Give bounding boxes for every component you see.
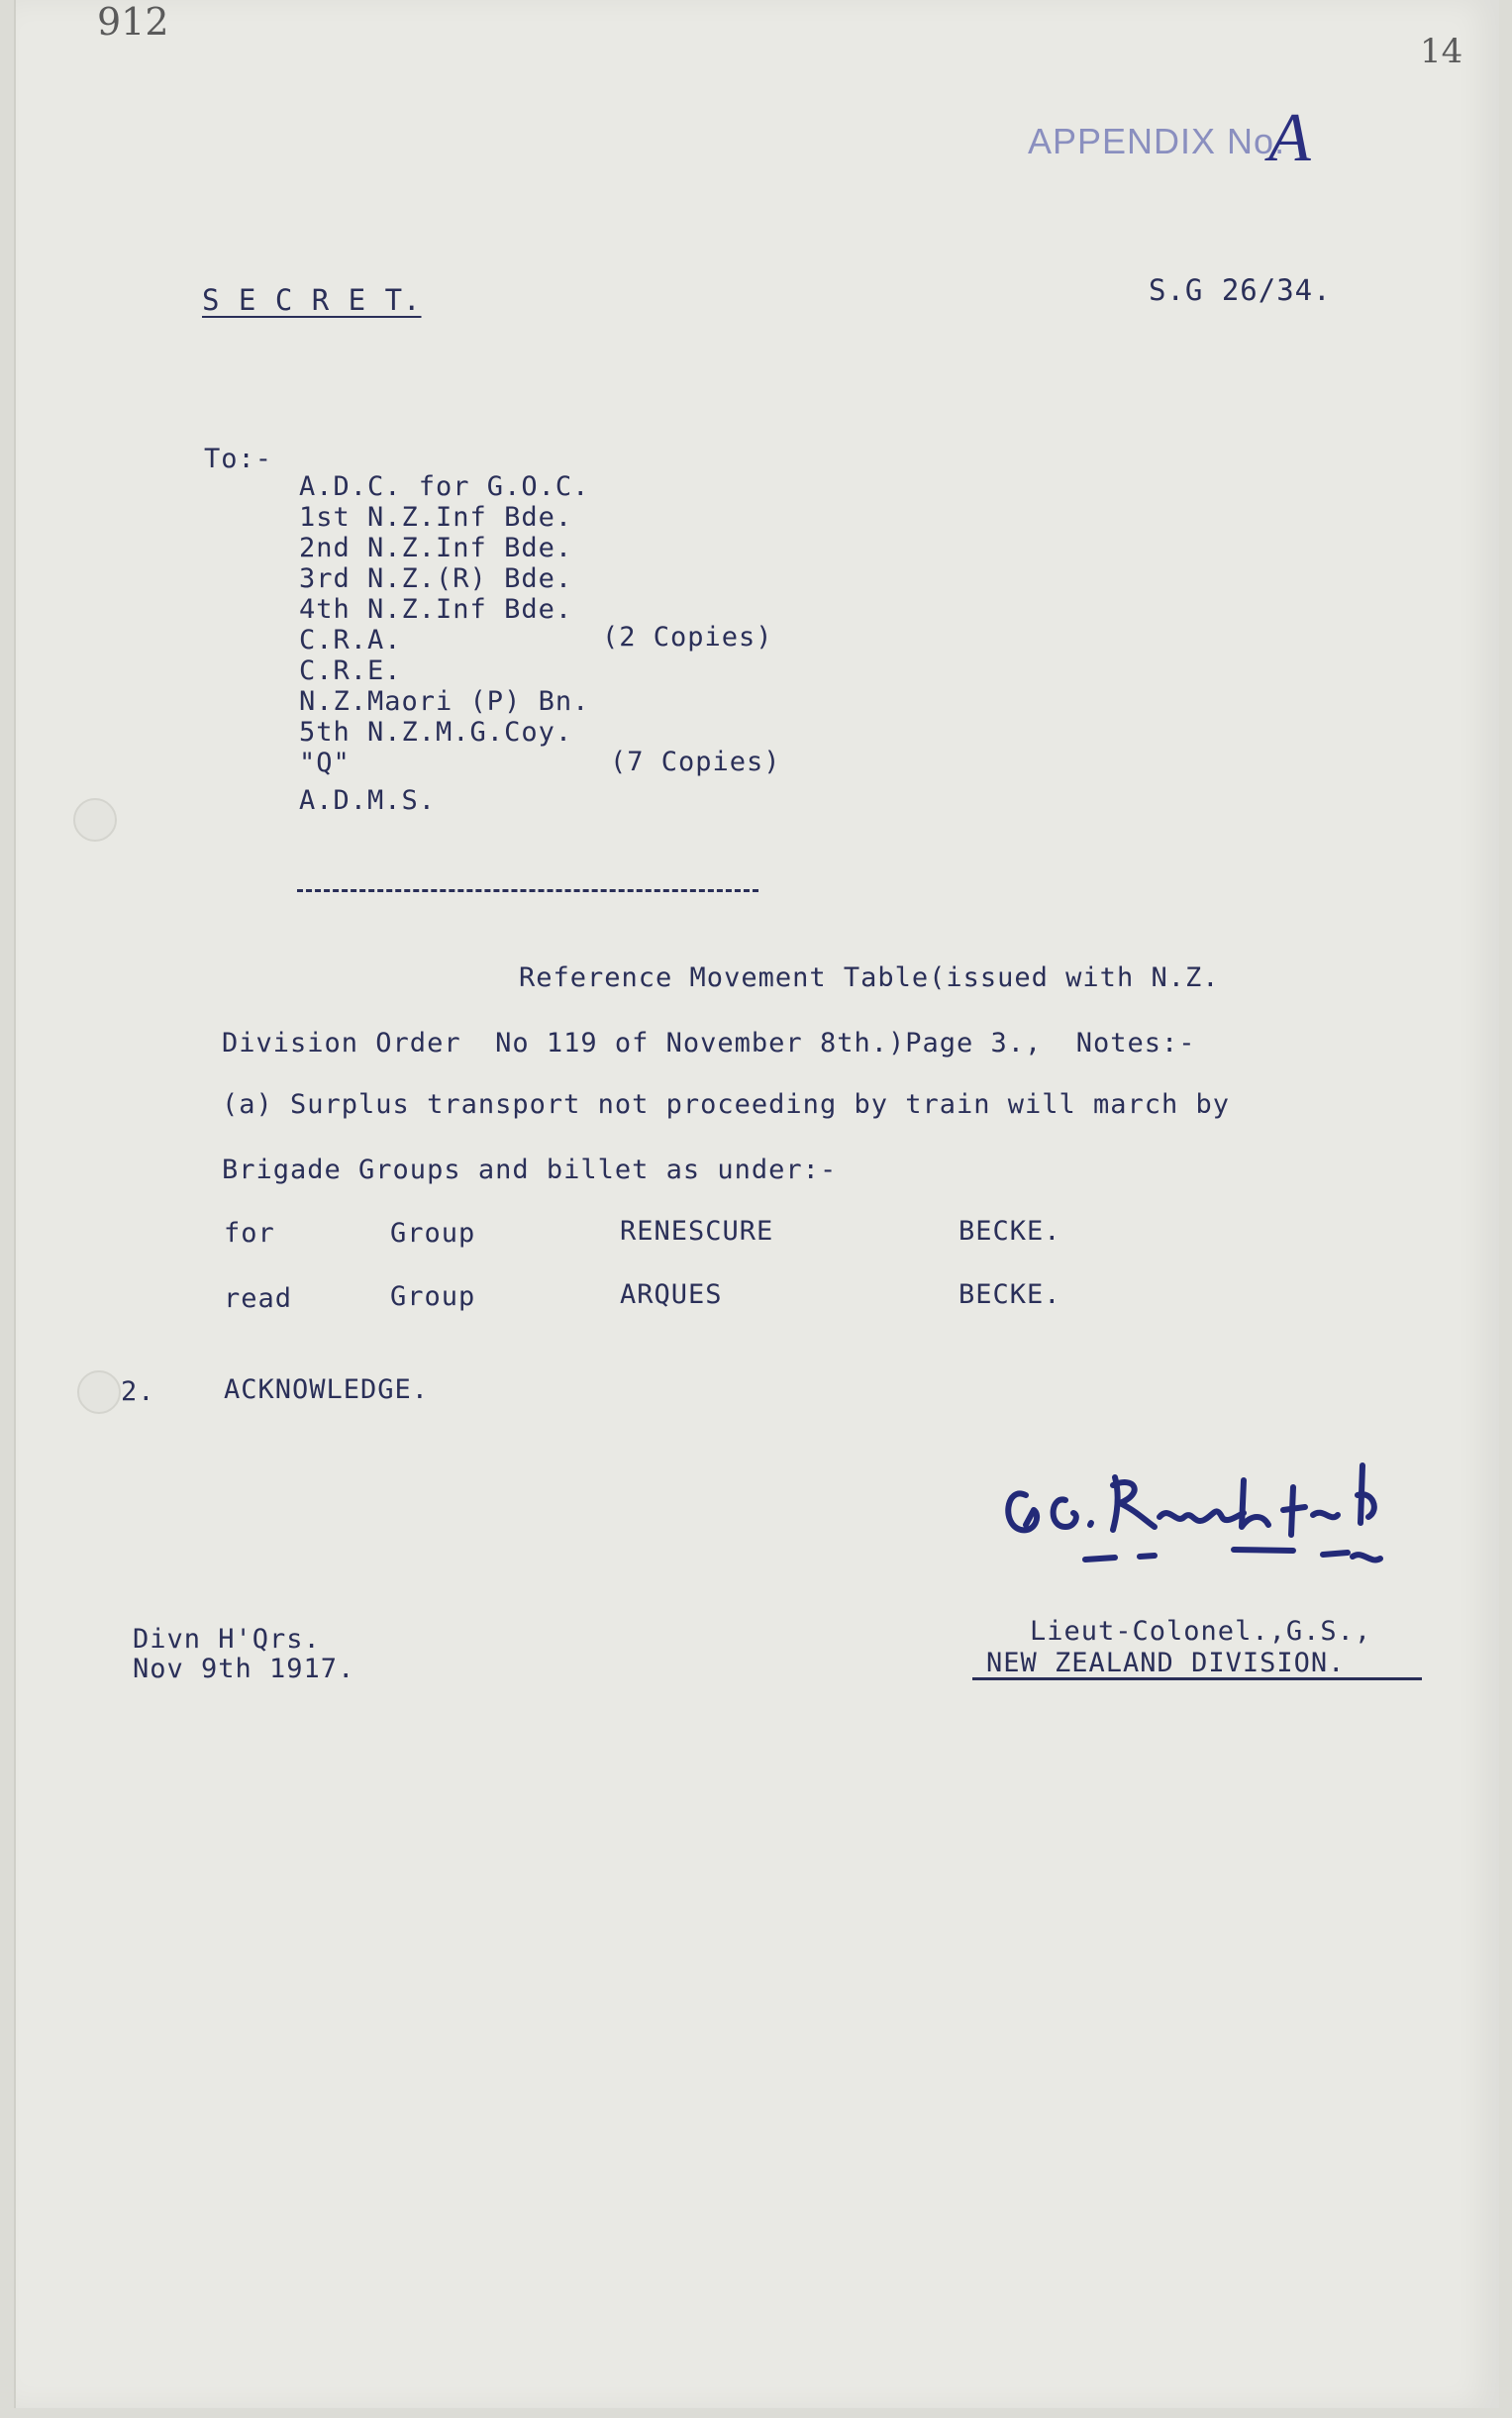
body-line: (a) Surplus transport not proceeding by train will march by — [222, 1089, 1231, 1120]
place-cell: BECKE. — [958, 1279, 1061, 1310]
addressee: 5th N.Z.M.G.Coy. — [299, 717, 573, 748]
document-page — [14, 0, 1499, 2408]
addressee: 4th N.Z.Inf Bde. — [299, 594, 573, 625]
body-line: Division Order No 119 of November 8th.)Page 3., Notes:- — [222, 1028, 1196, 1058]
classification-heading: S E C R E T. — [202, 283, 422, 317]
addressee: 2nd N.Z.Inf Bde. — [299, 533, 573, 563]
addressee: C.R.E. — [299, 655, 402, 686]
punch-hole — [73, 798, 117, 842]
handwritten-signature — [996, 1456, 1432, 1594]
place-of-issue: Divn H'Qrs. — [133, 1624, 321, 1655]
copies-note: (7 Copies) — [610, 747, 781, 777]
addressee: 1st N.Z.Inf Bde. — [299, 502, 573, 533]
dashed-divider — [297, 889, 758, 892]
copies-note: (2 Copies) — [602, 622, 773, 653]
addressee: A.D.M.S. — [299, 785, 437, 816]
group-cell: Group — [390, 1281, 476, 1312]
row-label: for — [224, 1218, 275, 1249]
punch-hole — [77, 1370, 121, 1414]
signatory-unit: NEW ZEALAND DIVISION. — [986, 1648, 1346, 1678]
addressee: C.R.A. — [299, 625, 402, 655]
folio-number-left: 912 — [97, 0, 169, 44]
place-cell: RENESCURE — [620, 1216, 774, 1247]
place-cell: ARQUES — [620, 1279, 723, 1310]
paragraph-number: 2. — [121, 1376, 155, 1407]
issue-date: Nov 9th 1917. — [133, 1654, 355, 1684]
to-label: To:- — [204, 444, 273, 474]
body-line: Brigade Groups and billet as under:- — [222, 1155, 838, 1185]
signatory-underline — [972, 1677, 1422, 1680]
row-label: read — [224, 1283, 293, 1314]
place-cell: BECKE. — [958, 1216, 1061, 1247]
signatory-rank: Lieut-Colonel.,G.S., — [1030, 1616, 1372, 1647]
group-cell: Group — [390, 1218, 476, 1249]
addressee: 3rd N.Z.(R) Bde. — [299, 563, 573, 594]
body-line: Reference Movement Table(issued with N.Z. — [519, 962, 1220, 993]
addressee: A.D.C. for G.O.C. — [299, 471, 590, 502]
folio-number-right: 14 — [1420, 32, 1463, 71]
acknowledge-instruction: ACKNOWLEDGE. — [224, 1374, 430, 1405]
addressee: "Q" — [299, 748, 351, 778]
addressee: N.Z.Maori (P) Bn. — [299, 686, 590, 717]
reference-number: S.G 26/34. — [1149, 273, 1332, 307]
appendix-letter: A — [1268, 100, 1311, 176]
appendix-stamp: APPENDIX No. — [1028, 121, 1286, 161]
